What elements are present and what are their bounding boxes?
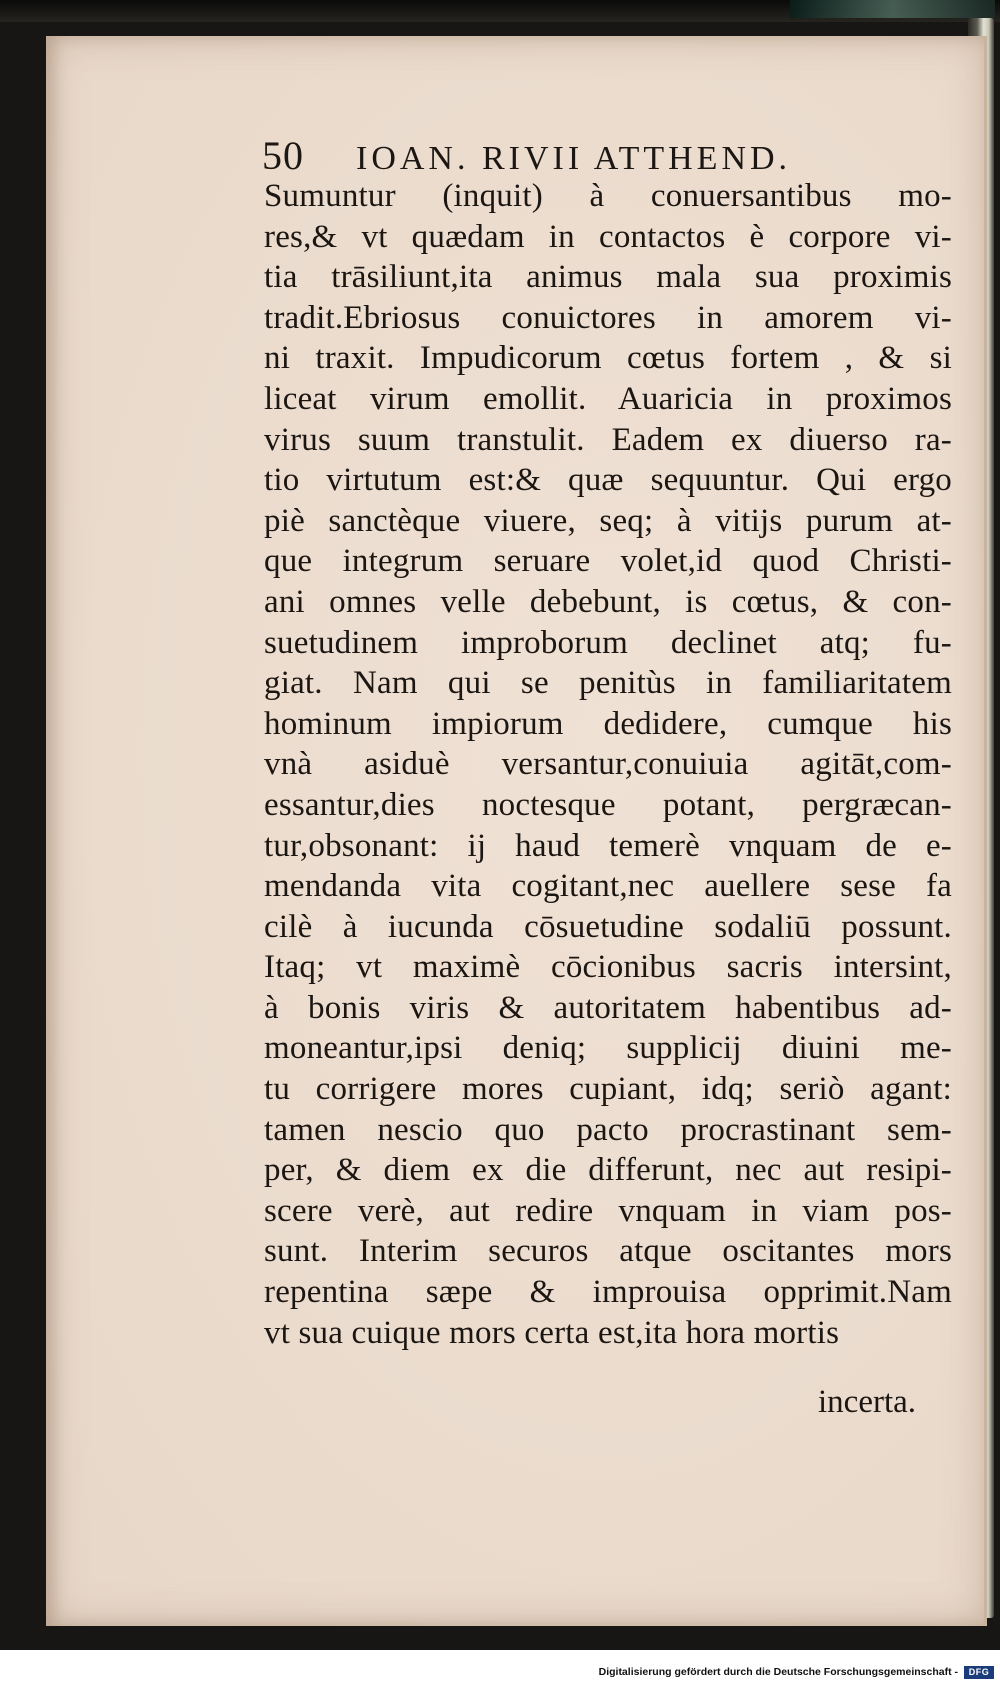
text-line: giat. Nam qui se penitùs in familiaritatem <box>264 665 952 702</box>
text-line: que integrum seruare volet,id quod Christi- <box>264 543 952 580</box>
text-line: hominum impiorum dedidere, cumque his <box>264 705 952 742</box>
page-number: 50 <box>262 133 304 178</box>
text-line: tur,obsonant: ij haud temerè vnquam de e- <box>264 827 952 864</box>
body-text <box>264 176 952 1353</box>
text-line: tia trāsiliunt,ita animus mala sua proximis <box>264 259 952 296</box>
catchword: incerta. <box>818 1384 917 1420</box>
text-line: vnà asiduè versantur,conuiuia agitāt,com- <box>264 746 952 783</box>
page-header <box>262 132 962 176</box>
text-line: scere verè, aut redire vnquam in viam pos- <box>264 1192 952 1229</box>
text-line: tu corrigere mores cupiant, idq; seriò agant: <box>264 1071 952 1108</box>
text-line: piè sanctèque viuere, seq; à vitijs purum at- <box>264 502 952 539</box>
text-line: cilè à iucunda cōsuetudine sodaliū possunt. <box>264 908 952 945</box>
top-edge-strip <box>0 0 1000 22</box>
text-line: essantur,dies noctesque potant, pergræcan- <box>264 786 952 823</box>
text-line: suetudinem improborum declinet atq; fu- <box>264 624 952 661</box>
bookmark-tab <box>790 0 995 18</box>
text-line: virus suum transtulit. Eadem ex diuerso ra- <box>264 421 952 458</box>
digitization-credit: Digitalisierung gefördert durch die Deutsche Forschungsgemeinschaft - <box>598 1666 958 1678</box>
text-line: à bonis viris & autoritatem habentibus ad- <box>264 989 952 1026</box>
text-line: res,& vt quædam in contactos è corpore vi- <box>264 218 952 255</box>
text-line: repentina sæpe & improuisa opprimit.Nam <box>264 1274 952 1311</box>
text-line: per, & diem ex die differunt, nec aut resipi- <box>264 1152 952 1189</box>
text-line: tradit.Ebriosus conuictores in amorem vi- <box>264 299 952 336</box>
text-line: moneantur,ipsi deniq; supplicij diuini me- <box>264 1030 952 1067</box>
text-line: tamen nescio quo pacto procrastinant sem- <box>264 1111 952 1148</box>
text-line: vt sua cuique mors certa est,ita hora mortis <box>264 1314 840 1351</box>
dfg-logo: DFG <box>964 1666 994 1679</box>
text-line: sunt. Interim securos atque oscitantes mors <box>264 1233 952 1270</box>
text-line: liceat virum emollit. Auaricia in proximos <box>264 380 952 417</box>
running-head: IOAN. RIVII ATTHEND. <box>356 140 792 177</box>
text-line: Sumuntur (inquit) à conuersantibus mo- <box>264 178 952 214</box>
text-line: ni traxit. Impudicorum cœtus fortem , & si <box>264 340 952 377</box>
text-line: tio virtutum est:& quæ sequuntur. Qui ergo <box>264 462 952 499</box>
text-line: mendanda vita cogitant,nec auellere sese fa <box>264 868 952 905</box>
text-line: ani omnes velle debebunt, is cœtus, & con- <box>264 583 952 620</box>
text-line: Itaq; vt maximè cōcionibus sacris intersint, <box>264 949 952 986</box>
